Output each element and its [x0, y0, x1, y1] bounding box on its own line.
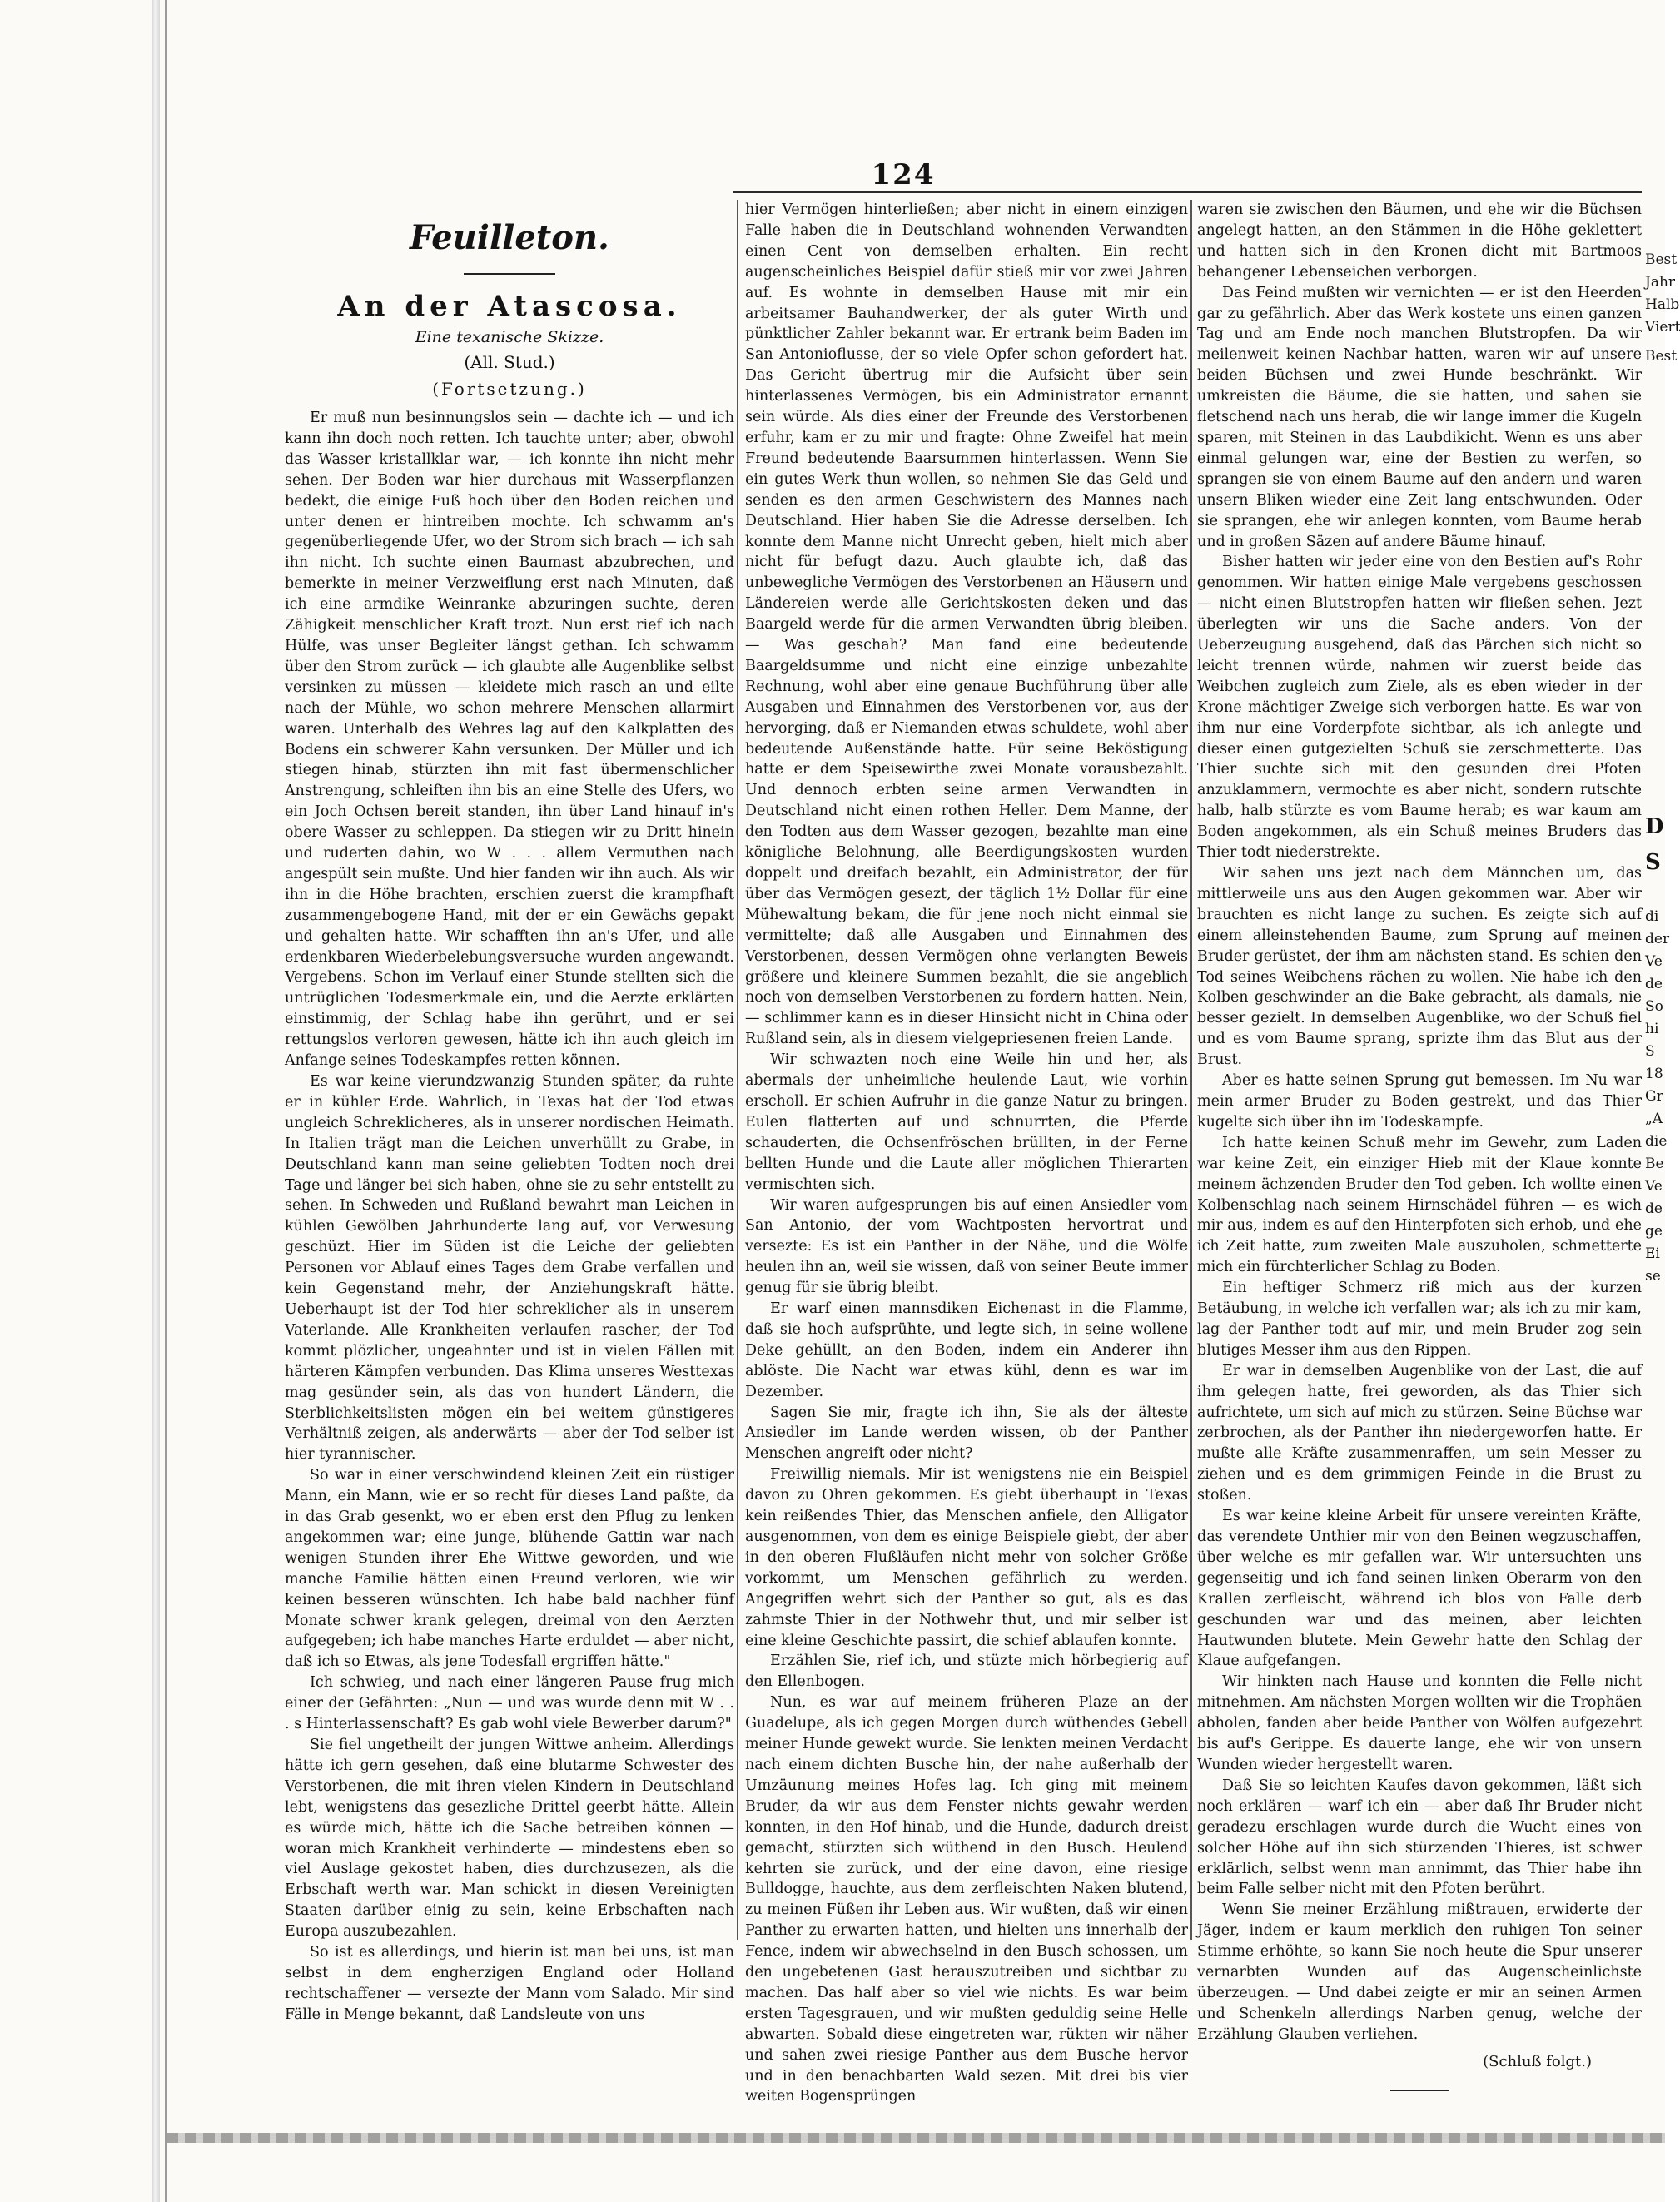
edge-fragment: hi [1645, 1021, 1659, 1037]
edge-fragment: „A [1645, 1111, 1663, 1127]
edge-fragment: der [1645, 931, 1670, 947]
paragraph: Er war in demselben Augenblike von der Last, die auf ihm gelegen hatte, frei geworden, als das Thier sich aufrichtete, um sich auf mich zu stürzen. Seine Büchse war zerbrochen, als der Panther ihn niedergeworfen hatte. Er mußte alle Kräfte zusammenraffen, um sein Messer zu ziehen und es dem grimmigen Feinde in die Brust zu stoßen. [1197, 1362, 1642, 1504]
edge-fragment: So [1645, 998, 1663, 1015]
paragraph: Sagen Sie mir, fragte ich ihn, Sie als der älteste Ansiedler im Lande werden wissen, ob der Panther Menschen angreift oder nicht? [745, 1404, 1188, 1463]
paragraph: So ist es allerdings, und hierin ist man bei uns, ist man selbst in dem engherzigen England oder Holland rechtschaffener — versezte der Mann vom Salado. Mir sind Fälle in Menge bekannt, daß Landsleute von uns [285, 1944, 734, 2023]
article-column-1 [285, 200, 734, 2023]
column-separator-1 [737, 200, 738, 1940]
paragraph: Wir schwazten noch eine Weile hin und her, als abermals der unheimliche heulende Laut, wie vorhin erscholl. Er schien Aufruhr in die ganze Natur zu bringen. Eulen flatterten auf und schnurrten, die Pferde schauderten, die Ochsenfröschen brüllten, in der Ferne bellten Hunde und die Laute aller möglichen Thierarten vermischten sich. [745, 1051, 1188, 1193]
story-title: An der Atascosa. [337, 290, 682, 323]
paragraph: Wenn Sie meiner Erzählung mißtrauen, erwiderte der Jäger, indem er kaum merklich den ruhigen Ton seiner Stimme erhöhte, so kann Sie noch heute die Spur unserer vernarbten Wunden auf das Augenscheinlichste überzeugen. — Und dabei zeigte er mir an seinen Armen und Schenkeln allerdings Narben genug, welche der Erzählung Glauben verliehen. [1197, 1901, 1642, 2043]
paragraph: Es war keine vierundzwanzig Stunden später, da ruhte er in kühler Erde. Wahrlich, in Texas hat der Tod etwas ungleich Schreklicheres, als in unserer nordischen Heimath. In Italien trägt man die Leichen unverhüllt zu Grabe, in Deutschland kann man seine geliebten Todten noch drei Tage und länger bei sich haben, ohne sie zu sehr entstellt zu sehen. In Schweden und Rußland bewahrt man Leichen in kühlen Gewölben Jahrhunderte lang auf, vor Verwesung geschüzt. Hier im Süden ist die Leiche der geliebten Personen vor Ablauf eines Tages dem Grabe verfallen und kein Gegenstand mehr, der Anziehungskraft hätte. Ueberhaupt ist der Tod hier schreklicher als in unserem Vaterlande. Alle Krankheiten verlaufen rascher, der Tod kommt plözlicher, ungeahnter und ist in vielen Fällen mit härteren Kämpfen verbunden. Das Klima unseres Westtexas mag gesünder sein, als das von hundert Ländern, die Sterblichkeitslisten mögen ein bei weitem günstigeres Verhältniß zeigen, als anderwärts — aber der Tod selber ist hier tyrannischer. [285, 1073, 734, 1464]
edge-fragment: de [1645, 976, 1663, 992]
paragraph: Er muß nun besinnungslos sein — dachte ich — und ich kann ihn doch noch retten. Ich tauchte unter; aber, obwohl das Wasser kristallklar war, — ich konnte ihn nicht mehr sehen. Der Boden war hier durchaus mit Wasserpflanzen bedekt, die einige Fuß hoch über den Boden reichen und unter denen er hintreiben mochte. Ich schwamm an's gegenüberliegende Ufer, wo der Strom sich brach — ich sah ihn nicht. Ich suchte einen Baumast abzubrechen, und bemerkte in meiner Verzweiflung erst nach Minuten, daß ich eine armdike Weinranke abzuringen suchte, deren Zähigkeit menschlicher Kraft trozt. Nun erst rief ich nach Hülfe, was unser Begleiter längst gethan. Ich schwamm über den Strom zurück — ich glaubte alle Augenblike selbst versinken zu müssen — kleidete mich rasch an und eilte nach der Mühle, wo schon mehrere Menschen allarmirt waren. Unterhalb des Wehres lag auf den Kalkplatten des Bodens ein schwerer Kahn versunken. Der Müller und ich stiegen hinab, stürzten ihn mit fast übermenschlicher Anstrengung, schleiften ihn bis an eine Stelle des Ufers, wo ein Joch Ochsen bereit standen, ihn über Land hinauf in's obere Wasser zu schleppen. Da stiegen wir zu Dritt hinein und ruderten dahin, wo W . . . allem Vermuthen nach angespült sein mußte. Und hier fanden wir ihn auch. Als wir ihn in die Höhe brachten, erschien zuerst die krampfhaft zusammengebogene Hand, mit der er ein Gewächs gepakt und gehalten hatte. Wir schafften ihn an's Ufer, und alle erdenkbaren Wiederbelebungsversuche wurden angewandt. Vergebens. Schon im Verlauf einer Stunde stellten sich die untrüglichen Todesmerkmale ein, und die Aerzte erklärten einstimmig, der Schlag habe ihn gerührt, und er sei rettungslos verloren gewesen, hätte ich ihn auch gleich im Anfange seines Todeskampfes retten können. [285, 410, 734, 1070]
header-rule [733, 191, 1642, 193]
paragraph: Das Feind mußten wir vernichten — er ist den Heerden gar zu gefährlich. Aber das Werk kostete uns einen ganzen Tag und am Ende noch manchen Blutstropfen. Da wir meilenweit keinen Nachbar hatten, waren wir auf unsere beiden Büchsen und zwei Hunde beschränkt. Wir umkreisten die Bäume, die sie hatten, und sahen sie fletschend nach uns herab, die wir lange immer die Kugeln sparen, mit Steinen in das Laubdikicht. Wenn es uns aber einmal gelungen war, eine der Bestien zu werfen, so sprangen sie von einem Baume auf den andern und waren unsern Bliken wieder eine Zeit lang entschwunden. Oder sie sprangen, ehe wir anlegen konnten, vom Baume herab und in großen Säzen auf andere Bäume hinauf. [1197, 284, 1642, 550]
paragraph: Wir waren aufgesprungen bis auf einen Ansiedler vom San Antonio, der vom Wachtposten hervortrat und versezte: Es ist ein Panther in der Nähe, und die Wölfe heulen ihn an, weil sie wissen, daß von seiner Beute immer genug für sie übrig bleibt. [745, 1196, 1188, 1297]
edge-fragment: Best [1645, 348, 1678, 365]
article-column-3 [1197, 200, 1642, 2070]
bottom-scan-border [167, 2133, 1665, 2143]
paragraph: So war in einer verschwindend kleinen Zeit ein rüstiger Mann, ein Mann, wie er so recht für dieses Land paßte, da in das Grab gesenkt, wo er eben erst den Pflug zu lenken angekommen war; eine junge, blühende Gattin war nach wenigen Stunden ihrer Ehe Wittwe geworden, und wie manche Familie hätten einen Freund verloren, wie wir keinen besseren wünschten. Ich habe bald nachher fünf Monate schwer krank gelegen, dreimal von den Aerzten aufgegeben; ich habe manches Harte erduldet — aber nicht, daß ich so Etwas, als jene Todesfall ergriffen hätte." [285, 1467, 734, 1671]
section-title: Feuilleton. [410, 218, 609, 257]
paragraph: Ich hatte keinen Schuß mehr im Gewehr, zum Laden war keine Zeit, ein einziger Hieb mit der Klaue konnte meinem ächzenden Bruder den Tod geben. Ich wollte einen Kolbenschlag nach seinem Hirnschädel führen — es wich mir aus, indem es auf den Hinterpfoten sich erhob, und ehe ich Zeit hatte, zum zweiten Male auszuholen, schmetterte mich ein fürchterlicher Schlag zu Boden. [1197, 1134, 1642, 1276]
binding-fold [152, 0, 160, 2202]
title-rule [464, 273, 555, 275]
article-column-2 [745, 200, 1188, 2105]
edge-fragment: Jahr [1645, 274, 1676, 291]
edge-fragment: Ei [1645, 1245, 1660, 1262]
edge-fragment: Best [1645, 251, 1678, 268]
paragraph: hier Vermögen hinterließen; aber nicht in einem einzigen Falle haben die in Deutschland wohnenden Verwandten einen Cent von demselben erhalten. Ein recht augenscheinliches Beispiel dafür stieß mir vor zwei Jahren auf. Es wohnte in demselben Hause mit mir ein arbeitsamer Bauhandwerker, der als guter Wirth und pünktlicher Zahler bekannt war. Er ertrank beim Baden im San Antonioflusse, der so viele Opfer schon gefordert hat. Das Gericht übertrug mir die Aufsicht über sein hinterlassenes Vermögen, bis ein Administrator ernannt sein würde. Als dies einer der Freunde des Verstorbenen erfuhr, kam er zu mir und fragte: Ohne Zweifel hat mein Freund bedeutende Baarsummen hinterlassen. Wenn Sie ein gutes Werk thun wollen, so nehmen Sie das Geld und senden es den armen Geschwistern des Mannes nach Deutschland. Hier haben Sie die Adresse derselben. Ich konnte dem Manne nicht Unrecht geben, hielt mich aber nicht für befugt dazu. Auch glaubte ich, daß das unbewegliche Vermögen des Verstorbenen an Häusern und Ländereien werde alle Gerichtskosten deken und das Baargeld werde für die armen Verwandten übrig bleiben. — Was geschah? Man fand eine bedeutende Baargeldsumme und nicht eine einzige unbezahlte Rechnung, wohl aber eine genaue Buchführung über alle Ausgaben und Einnahmen des Verstorbenen vor, aus der hervorging, daß er Niemanden etwas schuldete, wohl aber bedeutende Außenstände hatte. Für seine Beköstigung hatte er dem Speisewirthe zwei Monate vorausbezahlt. Und dennoch erbten seine armen Verwandten in Deutschland nicht einen rothen Heller. Dem Manne, der den Todten aus dem Wasser gezogen, bezahlte man eine königliche Belohnung, alle Beerdigungskosten wurden doppelt und dreifach bezahlt, ein Administrator, der für über das Vermögen gesezt, der täglich 1½ Dollar für eine Mühewaltung bekam, die für jene noch nicht einmal sie vermittelte; daß alle Ausgaben und Einnahmen des Verstorbenen, dessen Vermögen ohne verlangten Beweis größere und kleinere Summen bezahlt, die sie angeblich noch von demselben Verstorbenen zu fordern hatten. Nein, — schlimmer kann es in dieser Hinsicht nicht in China oder Rußland sein, als in diesem vielgepriesenen freien Lande. [745, 201, 1188, 1048]
column-separator-2 [1190, 200, 1192, 1940]
paragraph: waren sie zwischen den Bäumen, und ehe wir die Büchsen angelegt hatten, an den Stämmen in die Höhe geklettert und hatten sich in den Kronen dicht mit Bartmoos behangener Lebenseichen verborgen. [1197, 201, 1642, 281]
paragraph: Nun, es war auf meinem früheren Plaze an der Guadelupe, als ich gegen Morgen durch wüthendes Gebell meiner Hunde gewekt wurde. Sie lenkten meinen Verdacht nach einem dichten Busche hin, der nahe außerhalb der Umzäunung meines Hofes lag. Ich ging mit meinem Bruder, da wir aus dem Fenster nichts gewahr werden konnten, in den Hof hinab, und die Hunde, dadurch dreist gemacht, stürzten sich wüthend in den Busch. Heulend kehrten sie zurück, und der eine davon, eine riesige Bulldogge, hauchte, aus dem zerfleischten Naken blutend, zu meinen Füßen ihr Leben aus. Wir wußten, daß wir einen Panther zu erwarten hatten, und hielten uns innerhalb der Fence, indem wir abwechselnd in den Busch schossen, um den ungebetenen Gast herauszutreiben und sichtbar zu machen. Das half aber so viel wie nichts. Es war beim ersten Tagesgrauen, und wir mußten geduldig seine Helle abwarten. Sobald diese eingetreten war, rükten wir näher und sahen zwei riesige Panther aus dem Busche hervor und in den benachbarten Wald sezen. Mit drei bis vier weiten Bogensprüngen [745, 1694, 1188, 2105]
edge-fragment: D [1645, 814, 1664, 839]
end-rule [1390, 2090, 1449, 2091]
paragraph: Wir sahen uns jezt nach dem Männchen um, das mittlerweile uns aus den Augen gekommen war. Aber wir brauchten es nicht lange zu suchen. Es zeigte sich auf einem alleinstehenden Baume, zum Sprung auf meinen Bruder gerüstet, der ihm am nächsten stand. Es schien den Tod seines Weibchens rächen zu wollen. Nie habe ich den Kolben geschwinder an die Bake gebracht, als damals, nie besser gezielt. In demselben Augenblike, wo der Schuß fiel und es vom Baume sprang, sprizte ihm das Blut aus der Brust. [1197, 865, 1642, 1069]
edge-fragment: die [1645, 1133, 1668, 1150]
paragraph: Ein heftiger Schmerz riß mich aus der kurzen Betäubung, in welche ich verfallen war; als ich zu mir kam, lag der Panther todt auf mir, und mein Bruder zog sein blutiges Messer ihm aus den Rippen. [1197, 1280, 1642, 1359]
paragraph: Aber es hatte seinen Sprung gut bemessen. Im Nu war mein armer Bruder zu Boden gestrekt, und das Thier kugelte sich über ihn im Todeskampfe. [1197, 1072, 1642, 1131]
adjacent-page-edge [1645, 250, 1680, 1832]
edge-fragment: Ve [1645, 1178, 1663, 1195]
story-author: (All. Stud.) [464, 352, 555, 372]
paragraph: Wir hinkten nach Hause und konnten die Felle nicht mitnehmen. Am nächsten Morgen wollten wir die Trophäen abholen, fanden aber beide Panther von Wölfen aufgezehrt bis auf's Gerippe. Es dauerte lange, ehe wir von unsern Wunden wieder hergestellt waren. [1197, 1673, 1642, 1773]
binding-edge-line [165, 0, 167, 2202]
continuation-note: (Fortsetzung.) [432, 379, 587, 399]
edge-fragment: de [1645, 1200, 1663, 1217]
edge-fragment: 18 [1645, 1066, 1663, 1082]
paragraph: Erzählen Sie, rief ich, und stüzte mich hörbegierig auf den Ellenbogen. [745, 1653, 1188, 1691]
paragraph: Es war keine kleine Arbeit für unsere vereinten Kräfte, das verendete Unthier mir von den Beinen wegzuschaffen, über welche es mir gefallen war. Wir untersuchten uns gegenseitig und ich fand seinen linken Oberarm von den Krallen zerfleischt, während ich blos von Falle derb geschunden war und das meinen, aber leichten Hautwunden blutete. Mein Gewehr hatte den Schlag der Klaue aufgefangen. [1197, 1508, 1642, 1670]
edge-fragment: se [1645, 1268, 1661, 1285]
paragraph: Freiwillig niemals. Mir ist wenigstens nie ein Beispiel davon zu Ohren gekommen. Es giebt überhaupt in Texas kein reißendes Thier, das Menschen anfiele, den Alligator ausgenommen, von dem es einige Beispiele giebt, der aber in den oberen Flußläufen nicht mehr von solcher Größe vorkommt, um Menschen gefährlich zu werden. Angegriffen wehrt sich der Panther so gut, als es das zahmste Thier in der Nothwehr thut, und mir selber ist eine kleine Geschichte passirt, die schief ablaufen konnte. [745, 1466, 1188, 1649]
edge-fragment: Halb [1645, 296, 1680, 313]
edge-fragment: Ve [1645, 953, 1663, 970]
story-subtitle: Eine texanische Skizze. [415, 328, 604, 346]
paragraph: Sie fiel ungetheilt der jungen Wittwe anheim. Allerdings hätte ich gern gesehen, daß eine blutarme Schwester des Verstorbenen, die mit ihren vielen Kindern in Deutschland lebt, wenigstens das gesezliche Drittel geerbt hätte. Allein es würde mich, hätte ich die Sache betreiben können — woran mich Krankheit verhinderte — mindestens eben so viel Auslage gekostet haben, dies durchzusezen, als die Erbschaft werth war. Man schickt in diesen Vereinigten Staaten darüber einig zu sein, keine Erbschaften nach Europa auszubezahlen. [285, 1737, 734, 1941]
edge-fragment: S [1645, 850, 1661, 875]
edge-fragment: S [1645, 1043, 1655, 1060]
edge-fragment: Be [1645, 1156, 1664, 1172]
edge-fragment: Gr [1645, 1088, 1663, 1105]
edge-gap [1645, 369, 1665, 802]
paragraph: Ich schwieg, und nach einer längeren Pause frug mich einer der Gefährten: „Nun — und was wurde denn mit W . . . s Hinterlassenschaft? Es gab wohl viele Bewerber darum?" [285, 1674, 734, 1733]
paragraph: Er warf einen mannsdiken Eichenast in die Flamme, daß sie hoch aufsprühte, und legte sich, in seine wollene Deke gehüllt, an den Boden, indem ein Anderer ihn ablöste. Die Nacht war etwas kühl, denn es war im Dezember. [745, 1300, 1188, 1400]
page-number: 124 [871, 158, 936, 191]
edge-fragment: ge [1645, 1223, 1663, 1240]
edge-fragment: di [1645, 908, 1659, 925]
edge-fragment: Viert [1645, 319, 1680, 336]
paragraph: Bisher hatten wir jeder eine von den Bestien auf's Rohr genommen. Wir hatten einige Male vergebens geschossen — nicht einen Blutstropfen hatten wir fließen sehen. Jezt überlegten wir uns die Sache anders. Von der Ueberzeugung ausgehend, daß das Pärchen sich nicht so leicht trennen würde, nahmen wir zuerst beide das Weibchen zugleich zum Ziele, als es eben wieder in der Krone mächtiger Zweige sich verborgen hatte. Es war von ihm nur eine Vorderpfote sichtbar, als ich anlegte und dieser einen gutgezielten Schuß sie zerschmetterte. Das Thier suchte sich mit den gesunden drei Pfoten anzuklammern, vermochte es aber nicht, sondern rutschte halb, halb stürzte es vom Baume herab; es war kaum am Boden angekommen, als ein Schuß meines Bruders das Thier todt niederstrekte. [1197, 554, 1642, 862]
paragraph: Daß Sie so leichten Kaufes davon gekommen, läßt sich noch erklären — warf ich ein — aber daß Ihr Bruder nicht geradezu erschlagen wurde durch die Wucht eines von solcher Höhe auf ihn sich stürzenden Thieres, ist schwer erklärlich, selbst wenn man annimmt, das Thier habe ihn beim Falle selber nicht mit den Pfoten berührt. [1197, 1777, 1642, 1898]
continuation-footer: (Schluß folgt.) [1483, 2052, 1592, 2070]
